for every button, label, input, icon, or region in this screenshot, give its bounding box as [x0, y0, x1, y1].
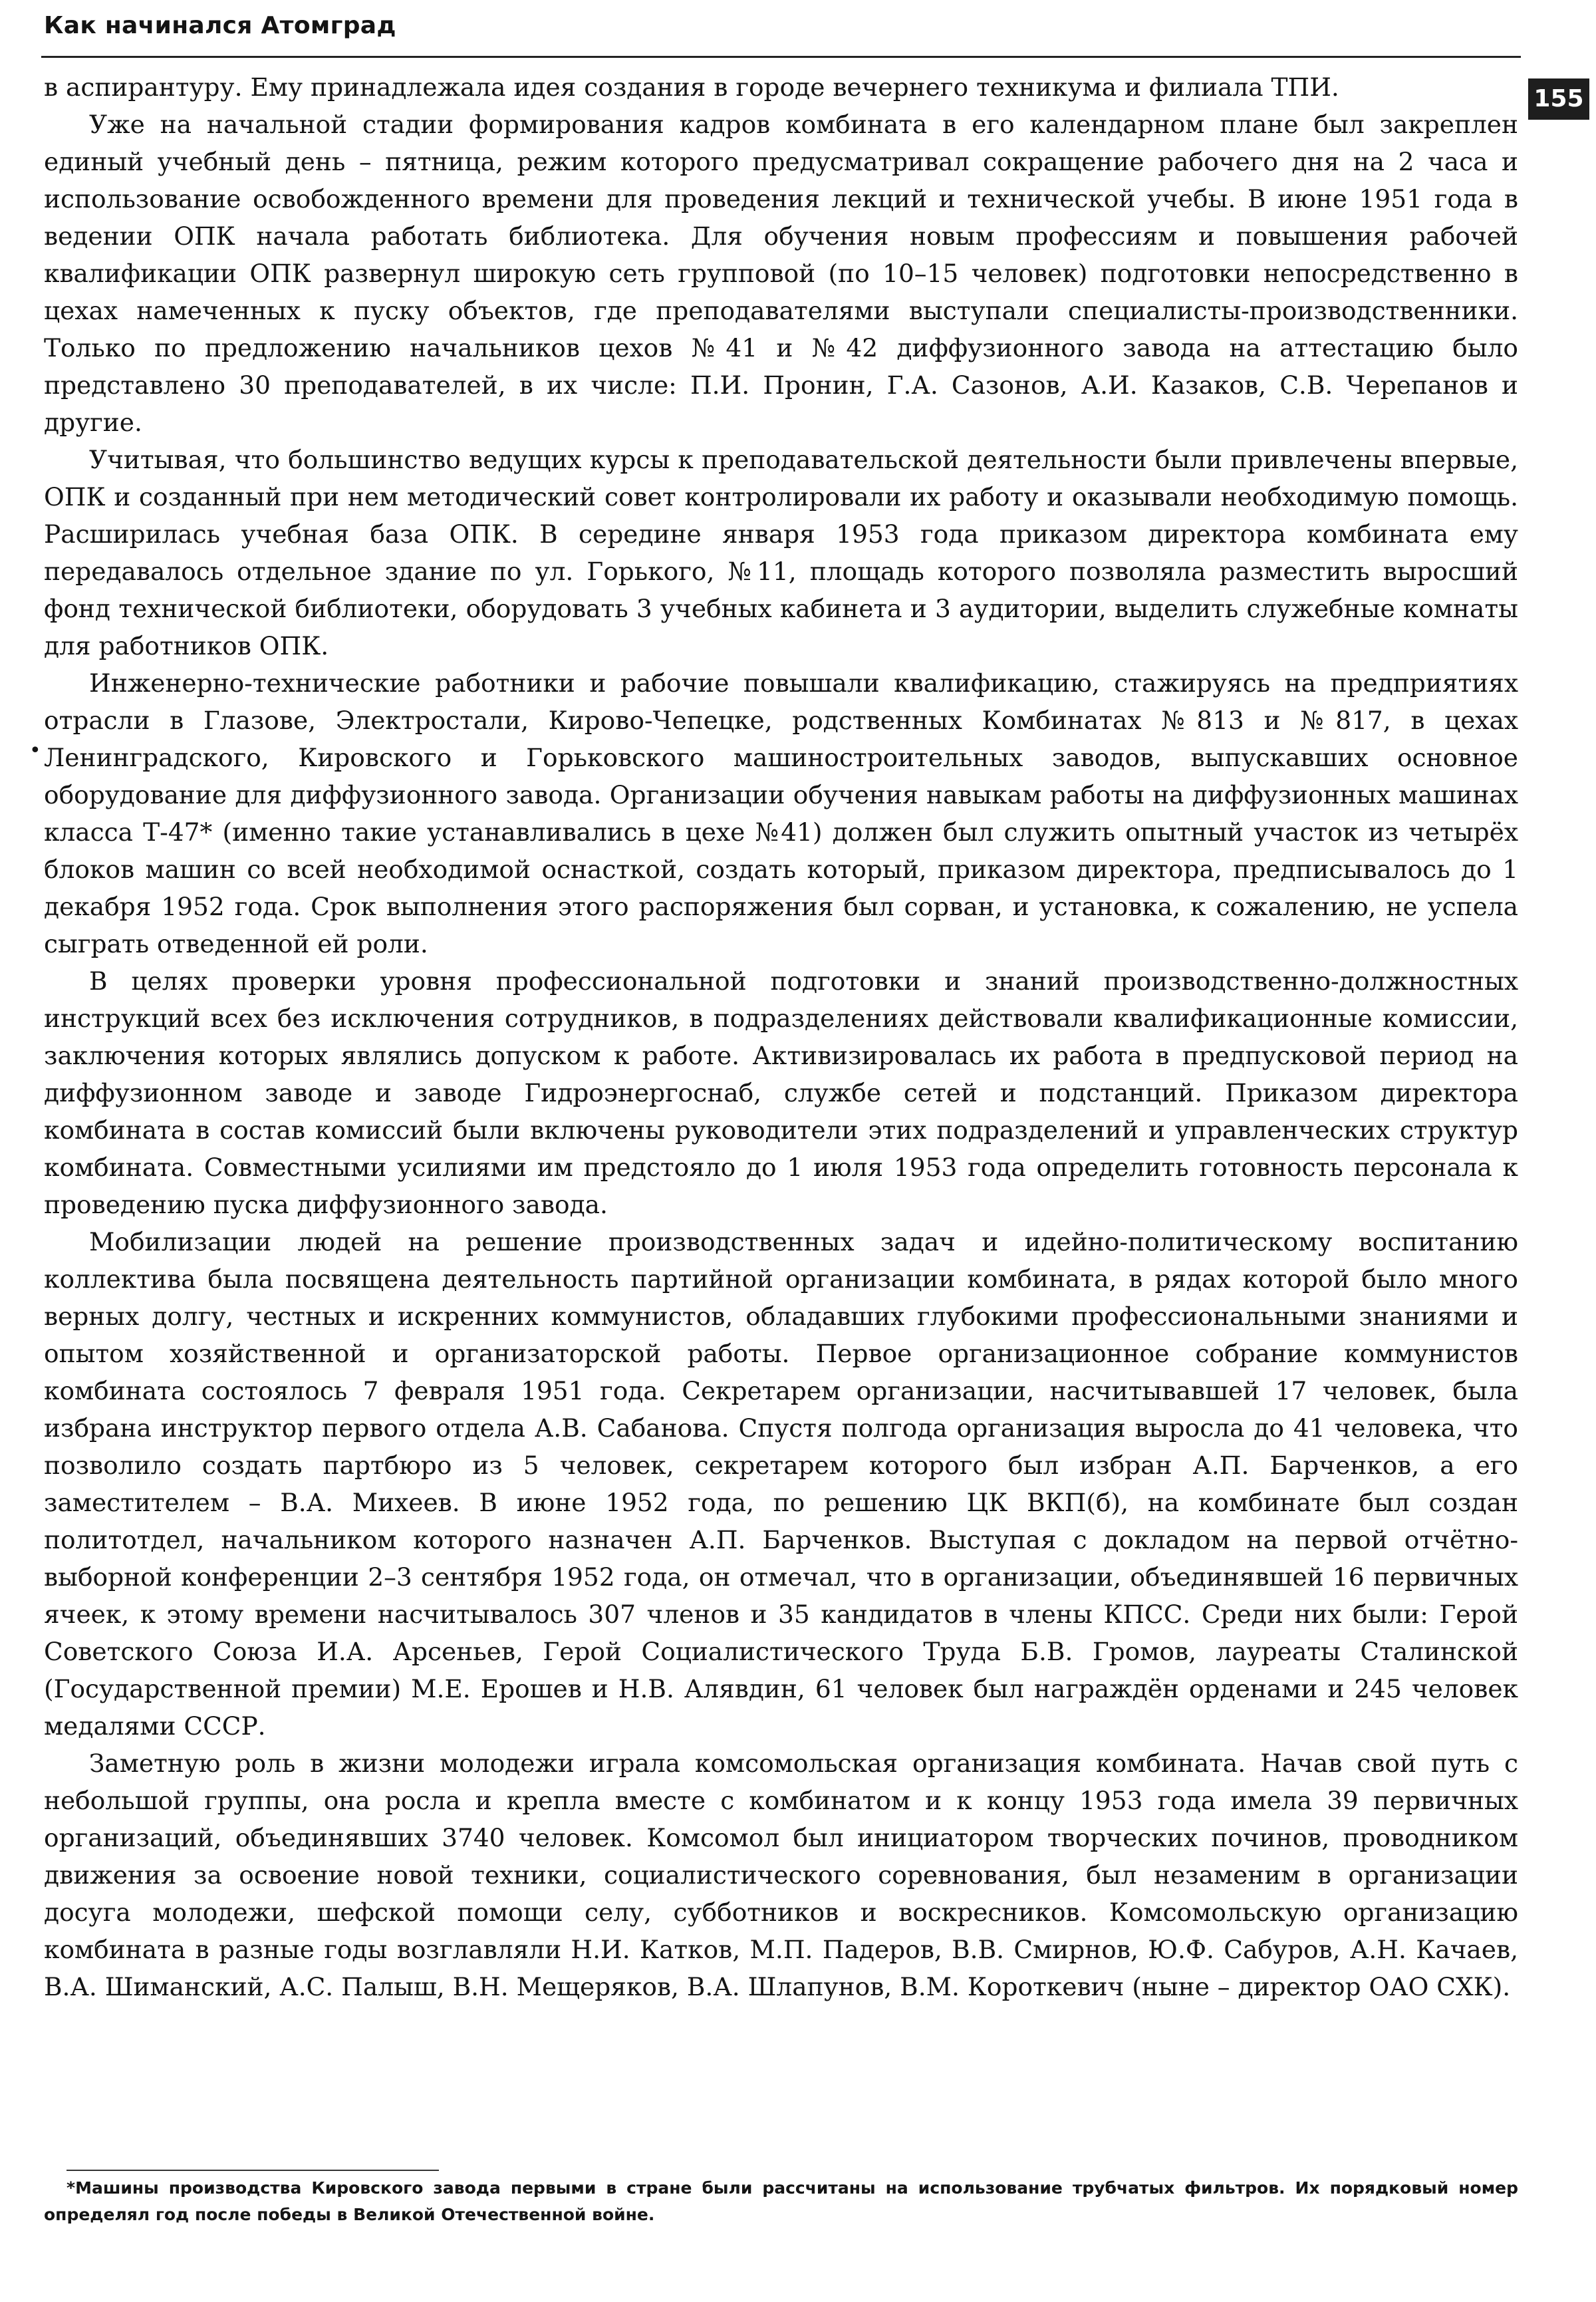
header-rule — [41, 56, 1521, 58]
paragraph: Уже на начальной стадии формирования кадров комбината в его календарном плане был закреплен единый учебный день – пятница, режим которого предусматривал сокращение рабочего дня на 2 часа и использование освобожденного времени для проведения лекций и технической учебы. В июне 1951 года в ведении ОПК начала работать библиотека. Для обучения новым профессиям и повышения рабочей квалификации ОПК развернул широкую сеть групповой (по 10–15 человек) подготовки непосредственно в цехах намеченных к пуску объектов, где преподавателями выступали специалисты-производственники. Только по предложению начальников цехов №41 и №42 диффузионного завода на аттестацию было представлено 30 преподавателей, в их числе: П.И. Пронин, Г.А. Сазонов, А.И. Казаков, С.В. Черепанов и другие. — [44, 110, 1518, 437]
paragraph: Мобилизации людей на решение производственных задач и идейно-политическому воспитанию коллектива была посвящена деятельность партийной организации комбината, в рядах которой было много верных долгу, честных и искренних коммунистов, обладавших глубокими профессиональными знаниями и опытом хозяйственной и организаторской работы. Первое организационное собрание коммунистов комбината состоялось 7 февраля 1951 года. Секретарем организации, насчитывавшей 17 человек, была избрана инструктор первого отдела А.В. Сабанова. Спустя полгода организация выросла до 41 человека, что позволило создать партбюро из 5 человек, секретарем которого был избран А.П. Барченков, а его заместителем – В.А. Михеев. В июне 1952 года, по решению ЦК ВКП(б), на комбинате был создан политотдел, начальником которого назначен А.П. Барченков. Выступая с докладом на первой отчётно-выборной конференции 2–3 сентября 1952 года, он отмечал, что в организации, объединявшей 16 первичных ячеек, к этому времени насчитывалось 307 членов и 35 кандидатов в члены КПСС. Среди них были: Герой Советского Союза И.А. Арсеньев, Герой Социалистического Труда Б.В. Громов, лауреаты Сталинской (Государственной премии) М.Е. Ерошев и Н.В. Алявдин, 61 человек был награждён орденами и 245 человек медалями СССР. — [44, 1227, 1518, 1741]
paragraph: Инженерно-технические работники и рабочие повышали квалификацию, стажируясь на предприятиях отрасли в Глазове, Электростали, Кирово-Чепецке, родственных Комбинатах №813 и №817, в цехах Ленинградского, Кировского и Горьковского машиностроительных заводов, выпускавших основное оборудование для диффузионного завода. Организации обучения навыкам работы на диффузионных машинах класса Т-47* (именно такие устанавливались в цехе №41) должен был служить опытный участок из четырёх блоков машин со всей необходимой оснасткой, создать который, приказом директора, предписывалось до 1 декабря 1952 года. Срок выполнения этого распоряжения был сорван, и установка, к сожалению, не успела сыграть отведенной ей роли. — [44, 668, 1518, 958]
article-body — [44, 69, 1518, 2005]
paragraph: В целях проверки уровня профессиональной подготовки и знаний производственно-должностных инструкций всех без исключения сотрудников, в подразделениях действовали квалификационные комиссии, заключения которых являлись допуском к работе. Активизировалась их работа в предпусковой период на диффузионном заводе и заводе Гидроэнергоснаб, службе сетей и подстанций. Приказом директора комбината в состав комиссий были включены руководители этих подразделений и управленческих структур комбината. Совместными усилиями им предстояло до 1 июля 1953 года определить готовность персонала к проведению пуска диффузионного завода. — [44, 966, 1518, 1219]
paragraph: Заметную роль в жизни молодежи играла комсомольская организация комбината. Начав свой путь с небольшой группы, она росла и крепла вместе с комбинатом и к концу 1953 года имела 39 первичных организаций, объединявших 3740 человек. Комсомол был инициатором творческих починов, проводником движения за освоение новой техники, социалистического соревнования, был незаменим в организации досуга молодежи, шефской помощи селу, субботников и воскресников. Комсомольскую организацию комбината в разные годы возглавляли Н.И. Катков, М.П. Падеров, В.В. Смирнов, Ю.Ф. Сабуров, А.Н. Качаев, В.А. Шиманский, А.С. Палыш, В.Н. Мещеряков, В.А. Шлапунов, В.М. Короткевич (ныне – директор ОАО СХК). — [44, 1749, 1518, 2001]
footnote-rule — [66, 2170, 439, 2171]
paragraph: Учитывая, что большинство ведущих курсы к преподавательской деятельности были привлечены впервые, ОПК и созданный при нем методический совет контролировали их работу и оказывали необходимую помощь. Расширилась учебная база ОПК. В середине января 1953 года приказом директора комбината ему передавалось отдельное здание по ул. Горького, №11, площадь которого позволяла разместить выросший фонд технической библиотеки, оборудовать 3 учебных кабинета и 3 аудитории, выделить служебные комнаты для работников ОПК. — [44, 445, 1518, 660]
running-head-title: Как начинался Атомград — [44, 12, 396, 39]
margin-bullet: • — [29, 739, 41, 762]
footnote: *Машины производства Кировского завода первыми в стране были рассчитаны на использование трубчатых фильтров. Их порядковый номер определял год после победы в Великой Отечественной войне. — [44, 2178, 1518, 2224]
paragraph: в аспирантуру. Ему принадлежала идея создания в городе вечернего техникума и филиала ТПИ. — [44, 72, 1339, 102]
page-number-badge: 155 — [1528, 78, 1589, 120]
